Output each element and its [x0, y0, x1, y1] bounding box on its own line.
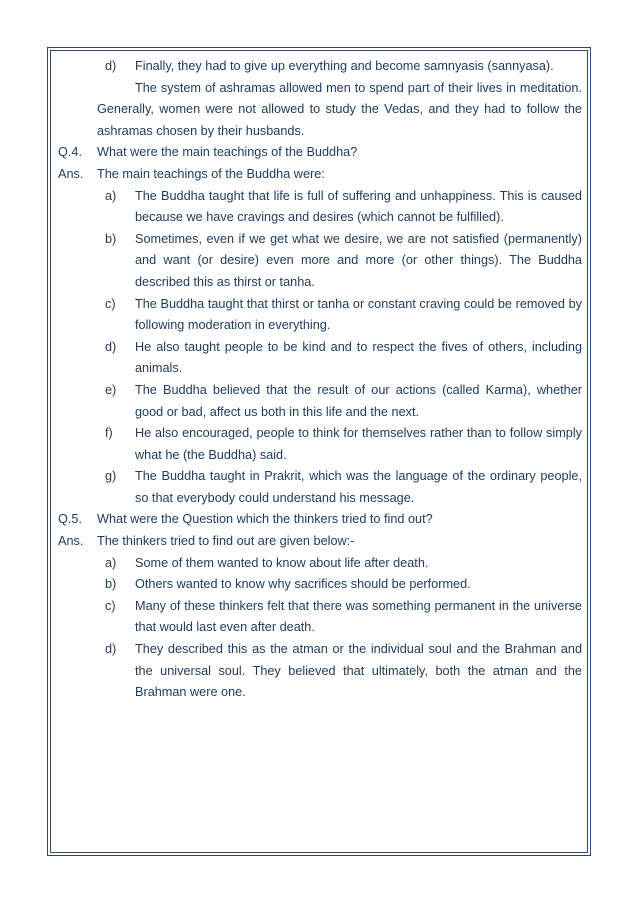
list-item — [58, 423, 584, 466]
question-label: Q.5. — [58, 512, 82, 527]
list-item — [58, 553, 584, 575]
question-row — [58, 509, 584, 531]
list-item — [58, 466, 584, 509]
item-text: He also taught people to be kind and to respect the fives of others, including animals. — [135, 339, 582, 376]
answer-intro: The main teachings of the Buddha were: — [97, 166, 325, 181]
item-text: Finally, they had to give up everything and become samnyasis (sannyasa). — [135, 59, 554, 73]
list-item — [58, 229, 584, 294]
question-row — [58, 142, 584, 164]
item-marker: d) — [105, 339, 117, 354]
item-text: The Buddha taught that thirst or tanha or constant craving could be removed by following moderation in everything. — [135, 296, 582, 333]
paragraph: The system of ashramas allowed men to spend part of their lives in meditation. Generally, women were not allowed to study the Vedas, and they had to follow the ashramas chosen by their husbands. — [97, 80, 582, 138]
item-marker: b) — [105, 577, 117, 592]
item-marker: d) — [105, 642, 117, 657]
answer-intro: The thinkers tried to find out are given below:- — [97, 534, 355, 549]
list-item — [58, 186, 584, 229]
list-item — [58, 380, 584, 423]
answer-row — [58, 164, 584, 186]
answer-row — [58, 531, 584, 553]
list-item — [58, 639, 584, 704]
answer-label: Ans. — [58, 166, 84, 181]
list-item — [58, 294, 584, 337]
item-text: Sometimes, even if we get what we desire, we are not satisfied (permanently) and want (or desire) even more and more (or other things). The Buddha described this as thirst or tanha. — [135, 231, 582, 289]
question-text: What were the main teachings of the Buddha? — [97, 145, 358, 160]
item-marker: d) — [105, 59, 117, 73]
item-text: Many of these thinkers felt that there was something permanent in the universe that would last even after death. — [135, 598, 582, 635]
item-text: Others wanted to know why sacrifices should be performed. — [135, 577, 471, 592]
item-text: He also encouraged, people to think for themselves rather than to follow simply what he (the Buddha) said. — [135, 426, 582, 462]
item-marker: b) — [105, 231, 117, 246]
item-marker: g) — [105, 469, 117, 484]
list-item — [58, 574, 584, 596]
list-item — [58, 56, 584, 78]
item-marker: f) — [105, 426, 113, 441]
item-text: The Buddha taught that life is full of suffering and unhappiness. This is caused because we have cravings and desires (which cannot be fulfilled). — [135, 188, 582, 225]
item-text: Some of them wanted to know about life after death. — [135, 555, 429, 570]
answer-label: Ans. — [58, 534, 84, 549]
list-item — [58, 337, 584, 380]
question-label: Q.4. — [58, 145, 82, 160]
item-text: The Buddha taught in Prakrit, which was the language of the ordinary people, so that everybody could understand his message. — [135, 469, 582, 505]
list-item — [58, 596, 584, 639]
question-text: What were the Question which the thinkers tried to find out? — [97, 512, 433, 527]
item-text: The Buddha believed that the result of our actions (called Karma), whether good or bad, affect us both in this life and the next. — [135, 382, 582, 419]
item-marker: c) — [105, 296, 116, 311]
item-text: They described this as the atman or the individual soul and the Brahman and the universal soul. They believed that ultimately, both the atman and the Brahman were one. — [135, 642, 582, 700]
item-marker: a) — [105, 555, 117, 570]
item-marker: a) — [105, 188, 117, 203]
item-marker: c) — [105, 598, 116, 613]
item-marker: e) — [105, 382, 117, 397]
document-body — [58, 56, 584, 704]
